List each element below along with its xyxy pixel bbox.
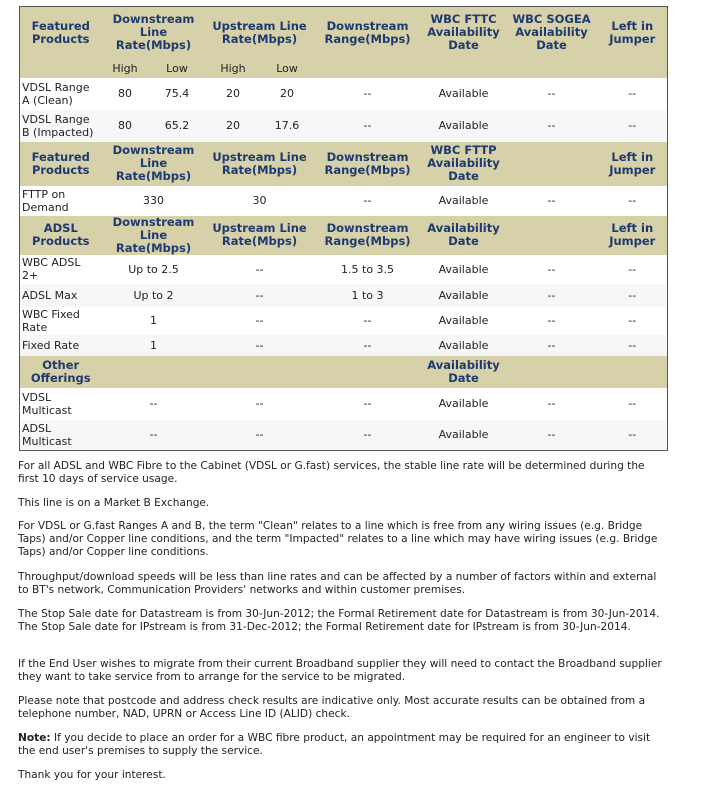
cell: --: [506, 388, 598, 420]
cell: --: [314, 335, 422, 356]
cell: --: [506, 255, 598, 284]
cell: Up to 2: [102, 284, 206, 307]
header-cell: Downstream Range(Mbps): [314, 142, 422, 186]
cell: Available: [422, 420, 506, 451]
cell: Available: [422, 388, 506, 420]
cell: 30: [206, 186, 314, 216]
cell: 20: [261, 78, 314, 110]
header-cell: Upstream Line Rate(Mbps): [206, 142, 314, 186]
cell: 1 to 3: [314, 284, 422, 307]
table-row: [20, 110, 668, 142]
product-label: VDSL Range B (Impacted): [20, 110, 102, 142]
header-cell: Downstream Range(Mbps): [314, 7, 422, 59]
note-label: Note:: [18, 732, 51, 744]
cell: 75.4: [149, 78, 206, 110]
cell: --: [314, 388, 422, 420]
table-row: [20, 335, 668, 356]
cell: 80: [102, 78, 149, 110]
product-label: WBC ADSL 2+: [20, 255, 102, 284]
note-paragraph: For all ADSL and WBC Fibre to the Cabinet (VDSL or G.fast) services, the stable line rate will be determined during the first 10 days of service usage.: [18, 460, 645, 485]
notes-section: [18, 658, 668, 684]
note-text: If you decide to place an order for a WBC fibre product, an appointment may be required for an engineer to visit the end user's premises to supply the service.: [18, 732, 651, 757]
header-cell: Featured Products: [20, 142, 102, 186]
notes-section: [18, 732, 668, 758]
cell: --: [598, 307, 668, 335]
table-row: [20, 186, 668, 216]
table-header-row: [20, 7, 668, 59]
cell: --: [598, 284, 668, 307]
cell: 20: [206, 78, 261, 110]
notes-section: [18, 460, 668, 486]
header-cell: [506, 142, 598, 186]
notes-section: [18, 769, 668, 782]
table-row: [20, 307, 668, 335]
subheader-cell: Low: [149, 59, 206, 78]
cell: --: [206, 420, 314, 451]
cell: 65.2: [149, 110, 206, 142]
header-cell: Upstream Line Rate(Mbps): [206, 216, 314, 255]
header-cell: Other Offerings: [20, 356, 102, 388]
cell: --: [506, 78, 598, 110]
notes-section: [18, 520, 668, 559]
cell: --: [506, 420, 598, 451]
product-label: ADSL Max: [20, 284, 102, 307]
cell: Available: [422, 335, 506, 356]
table-header-row: [20, 142, 668, 186]
cell: --: [506, 307, 598, 335]
product-label: VDSL Multicast: [20, 388, 102, 420]
table-row: [20, 78, 668, 110]
header-cell: WBC SOGEA Availability Date: [506, 7, 598, 59]
table-header-row: [20, 216, 668, 255]
product-label: WBC Fixed Rate: [20, 307, 102, 335]
notes-section: [18, 695, 668, 721]
header-cell: Left in Jumper: [598, 7, 668, 59]
table-header-row: [20, 356, 668, 388]
cell: --: [506, 110, 598, 142]
header-cell: ADSL Products: [20, 216, 102, 255]
header-cell: [206, 356, 314, 388]
cell: Available: [422, 78, 506, 110]
cell: --: [314, 78, 422, 110]
cell: --: [506, 335, 598, 356]
subheader-cell: [598, 59, 668, 78]
cell: --: [314, 307, 422, 335]
notes-section: [18, 571, 668, 597]
note-paragraph: Throughput/download speeds will be less than line rates and can be affected by a number of factors within and external to BT's network, Communication Providers' networks and within customer premises.: [18, 571, 657, 596]
header-cell: WBC FTTC Availability Date: [422, 7, 506, 59]
cell: --: [598, 186, 668, 216]
availability-table-wrapper: [19, 6, 667, 451]
header-cell: Downstream Line Rate(Mbps): [102, 216, 206, 255]
cell: --: [598, 335, 668, 356]
cell: Available: [422, 110, 506, 142]
header-cell: Left in Jumper: [598, 142, 668, 186]
note-paragraph: For VDSL or G.fast Ranges A and B, the term "Clean" relates to a line which is free from any wiring issues (e.g. Bridge Taps) and/or Copper line conditions, and the term "Impacted" relates to a line which may have wiring issues (e.g. Bridge Taps) and/or Copper line conditions.: [18, 520, 658, 558]
cell: --: [102, 388, 206, 420]
cell: 20: [206, 110, 261, 142]
header-cell: Upstream Line Rate(Mbps): [206, 7, 314, 59]
subheader-cell: [20, 59, 102, 78]
closing-text: Thank you for your interest.: [18, 769, 166, 781]
header-cell: [598, 356, 668, 388]
header-cell: [506, 216, 598, 255]
table-row: [20, 388, 668, 420]
cell: Available: [422, 284, 506, 307]
note-paragraph: If the End User wishes to migrate from their current Broadband supplier they will need to contact the Broadband supplier they want to take service from to arrange for the service to be migrated.: [18, 658, 662, 683]
cell: --: [598, 388, 668, 420]
note-paragraph: This line is on a Market B Exchange.: [18, 497, 210, 509]
header-cell: WBC FTTP Availability Date: [422, 142, 506, 186]
subheader-cell: [422, 59, 506, 78]
cell: 330: [102, 186, 206, 216]
header-cell: [506, 356, 598, 388]
subheader-cell: [506, 59, 598, 78]
subheader-cell: High: [102, 59, 149, 78]
cell: 1: [102, 307, 206, 335]
product-label: FTTP on Demand: [20, 186, 102, 216]
header-cell: Downstream Line Rate(Mbps): [102, 7, 206, 59]
product-label: ADSL Multicast: [20, 420, 102, 451]
header-cell: [314, 356, 422, 388]
header-cell: Availability Date: [422, 356, 506, 388]
subheader-cell: Low: [261, 59, 314, 78]
note-paragraph: The Stop Sale date for Datastream is from 30-Jun-2012; the Formal Retirement date for Datastream is from 30-Jun-2014. The Stop Sale date for IPstream is from 31-Dec-2012; the Formal Retirement date for IPstream is from 30-Jun-2014.: [18, 608, 660, 633]
cell: --: [598, 255, 668, 284]
note-paragraph: Please note that postcode and address check results are indicative only. Most accurate results can be obtained from a telephone number, NAD, UPRN or Access Line ID (ALID) check.: [18, 695, 646, 720]
notes-section: [18, 497, 668, 510]
table-subheader-row: [20, 59, 668, 78]
header-cell: Downstream Range(Mbps): [314, 216, 422, 255]
note-paragraph: [18, 732, 668, 758]
cell: 80: [102, 110, 149, 142]
table-row: [20, 255, 668, 284]
cell: Available: [422, 307, 506, 335]
cell: --: [598, 78, 668, 110]
cell: --: [206, 388, 314, 420]
cell: Available: [422, 255, 506, 284]
cell: --: [206, 255, 314, 284]
cell: --: [314, 420, 422, 451]
product-label: Fixed Rate: [20, 335, 102, 356]
cell: 1: [102, 335, 206, 356]
cell: --: [506, 186, 598, 216]
table-row: [20, 284, 668, 307]
cell: --: [206, 335, 314, 356]
cell: --: [598, 420, 668, 451]
availability-table: [19, 6, 668, 451]
header-cell: Featured Products: [20, 7, 102, 59]
table-row: [20, 420, 668, 451]
subheader-cell: High: [206, 59, 261, 78]
cell: --: [314, 110, 422, 142]
subheader-cell: [314, 59, 422, 78]
cell: --: [206, 284, 314, 307]
cell: --: [206, 307, 314, 335]
header-cell: [102, 356, 206, 388]
cell: Up to 2.5: [102, 255, 206, 284]
header-cell: Availability Date: [422, 216, 506, 255]
cell: 17.6: [261, 110, 314, 142]
cell: --: [598, 110, 668, 142]
notes-section: [18, 608, 668, 634]
cell: --: [102, 420, 206, 451]
cell: Available: [422, 186, 506, 216]
cell: 1.5 to 3.5: [314, 255, 422, 284]
header-cell: Left in Jumper: [598, 216, 668, 255]
cell: --: [506, 284, 598, 307]
cell: --: [314, 186, 422, 216]
product-label: VDSL Range A (Clean): [20, 78, 102, 110]
header-cell: Downstream Line Rate(Mbps): [102, 142, 206, 186]
